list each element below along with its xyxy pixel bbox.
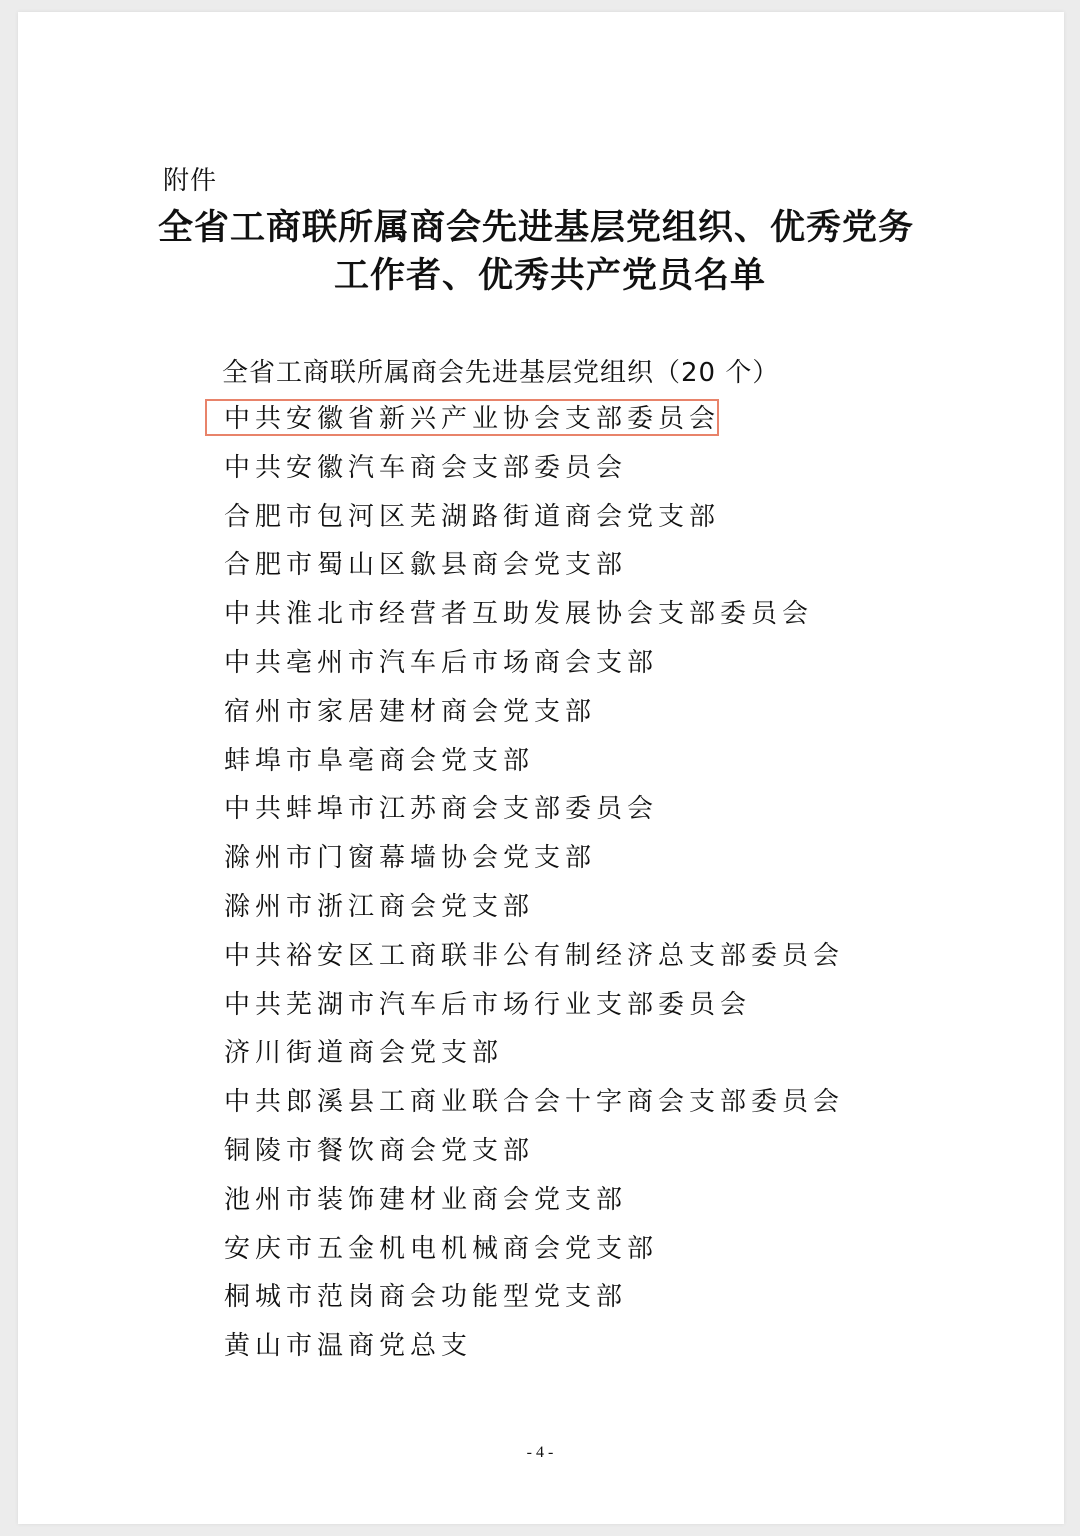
- list-item: 合肥市蜀山区歙县商会党支部: [224, 550, 628, 581]
- list-item: 中共安徽汽车商会支部委员会: [224, 452, 628, 483]
- list-item: 黄山市温商党总支: [224, 1331, 473, 1362]
- list-item: 滁州市门窗幕墙协会党支部: [224, 843, 597, 874]
- list-item: 中共芜湖市汽车后市场行业支部委员会: [224, 989, 752, 1020]
- list-item: 宿州市家居建材商会党支部: [224, 696, 597, 727]
- list-item: 铜陵市餐饮商会党支部: [224, 1135, 535, 1166]
- list-item: 中共郎溪县工商业联合会十字商会支部委员会: [224, 1087, 845, 1118]
- list-item: 滁州市浙江商会党支部: [224, 891, 535, 922]
- list-item: 中共安徽省新兴产业协会支部委员会: [224, 404, 721, 434]
- list-item: 中共蚌埠市江苏商会支部委员会: [224, 794, 659, 825]
- document-title-line-2: 工作者、优秀共产党员名单: [333, 256, 766, 296]
- list-item: 桐城市范岗商会功能型党支部: [224, 1282, 628, 1313]
- page-number: - 4 -: [526, 1444, 554, 1461]
- attachment-label: 附件: [163, 166, 218, 196]
- list-item: 蚌埠市阜亳商会党支部: [224, 745, 535, 776]
- section-heading: 全省工商联所属商会先进基层党组织（20 个）: [222, 358, 780, 388]
- organization-list: [224, 400, 844, 1376]
- list-item: 安庆市五金机电机械商会党支部: [224, 1233, 659, 1264]
- list-item: 中共裕安区工商联非公有制经济总支部委员会: [224, 940, 845, 971]
- list-item: 济川街道商会党支部: [224, 1038, 504, 1069]
- list-item: 池州市装饰建材业商会党支部: [224, 1184, 628, 1215]
- document-title-line-1: 全省工商联所属商会先进基层党组织、优秀党务: [158, 208, 915, 248]
- list-item: 中共淮北市经营者互助发展协会支部委员会: [224, 599, 814, 630]
- list-item: 中共亳州市汽车后市场商会支部: [224, 647, 659, 678]
- list-item: 合肥市包河区芜湖路街道商会党支部: [224, 501, 721, 532]
